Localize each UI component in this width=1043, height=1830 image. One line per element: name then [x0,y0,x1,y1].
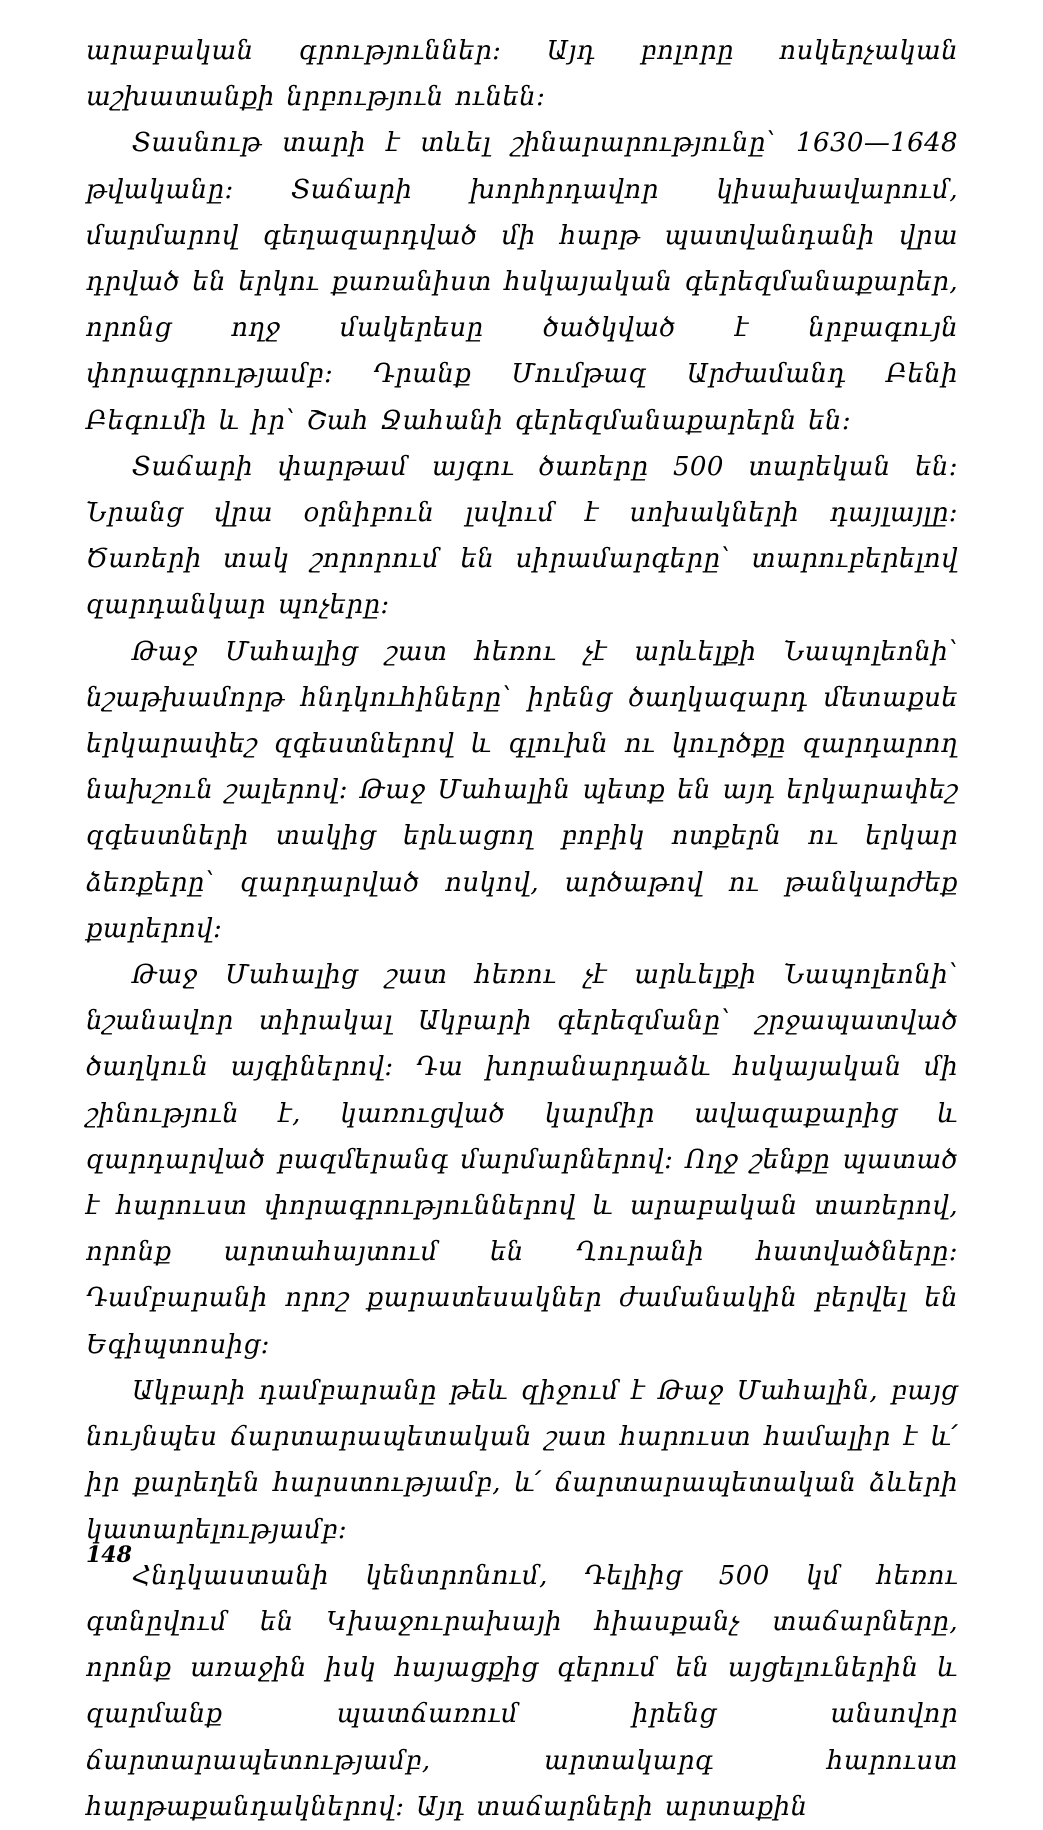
paragraph-4: Թաջ Մահալից շատ հեռու չէ արևելքի Նապոլեոնի՝ նշաթխամորթ հնդկուհիները՝ իրենց ծաղկազարդ մետաքսե երկարափեշ զգեստներով և գլուխն ու կուրծքը զարդարող նախշուն շալերով։ Թաջ Մահալին պետք են այդ երկարափեշ զգեստների տակից երևացող բոբիկ ոտքերն ու երկար ձեռքերը՝ զարդարված ոսկով, արծաթով ու թանկարժեք քարերով։ [86,636,958,944]
paragraph-1: արաբական գրություններ։ Այդ բոլորը ոսկերչական աշխատանքի նրբություն ունեն։ [86,36,958,113]
body-text [86,28,958,1830]
paragraph-6: Ակբարի դամբարանը թեև զիջում է Թաջ Մահալին, բայց նույնպես ճարտարապետական շատ հարուստ համալիր է և՛ իր քարեղեն հարստությամբ, և՛ ճարտարապետական ձևերի կատարելությամբ։ [86,1375,958,1545]
paragraph-3: Տաճարի փարթամ այգու ծառերը 500 տարեկան են։ Նրանց վրա օրնիբուն լսվում է սոխակների դայլայլը։ Ծառերի տակ շորորում են սիրամարգերը՝ տարուբերելով զարդանկար պոչերը։ [86,451,958,621]
paragraph-7: Հնդկաստանի կենտրոնում, Դելիից 500 կմ հեռու գտնըվում են Կխաջուրախայի հիասքանչ տաճարները, որոնք առաջին իսկ հայացքից գերում են այցելուներին և զարմանք պատճառում իրենց անսովոր ճարտարապետությամբ, արտակարգ հարուստ հարթաքանդակներով։ Այդ տաճարների արտաքին [86,1560,958,1822]
paragraph-2: Տասնութ տարի է տևել շինարարությունը՝ 1630—1648 թվականը։ Տաճարի խորհրդավոր կիսախավարում, մարմարով գեղազարդված մի հարթ պատվանդանի վրա դրված են երկու քառանիստ հսկայական գերեզմանաքարեր, որոնց ողջ մակերեսը ծածկված է նրբագույն փորագրությամբ։ Դրանք Մումթազ Արժամանդ Բենի Բեգումի և իր՝ Շահ Ջահանի գերեզմանաքարերն են։ [86,128,958,436]
paragraph-5: Թաջ Մահալից շատ հեռու չէ արևելքի Նապոլեոնի՝ նշանավոր տիրակալ Ակբարի գերեզմանը՝ շրջապատված ծաղկուն այգիներով։ Դա խորանարդաձև հսկայական մի շինություն է, կառուցված կարմիր ավազաքարից և զարդարված բազմերանգ մարմարներով։ Ողջ շենքը պատած է հարուստ փորագրություններով և արաբական տառերով, որոնք արտահայտում են Ղուրանի հատվածները։ Դամբարանի որոշ քարատեսակներ ժամանակին բերվել են Եգիպտոսից։ [86,960,958,1360]
page-number: 148 [86,1542,132,1568]
